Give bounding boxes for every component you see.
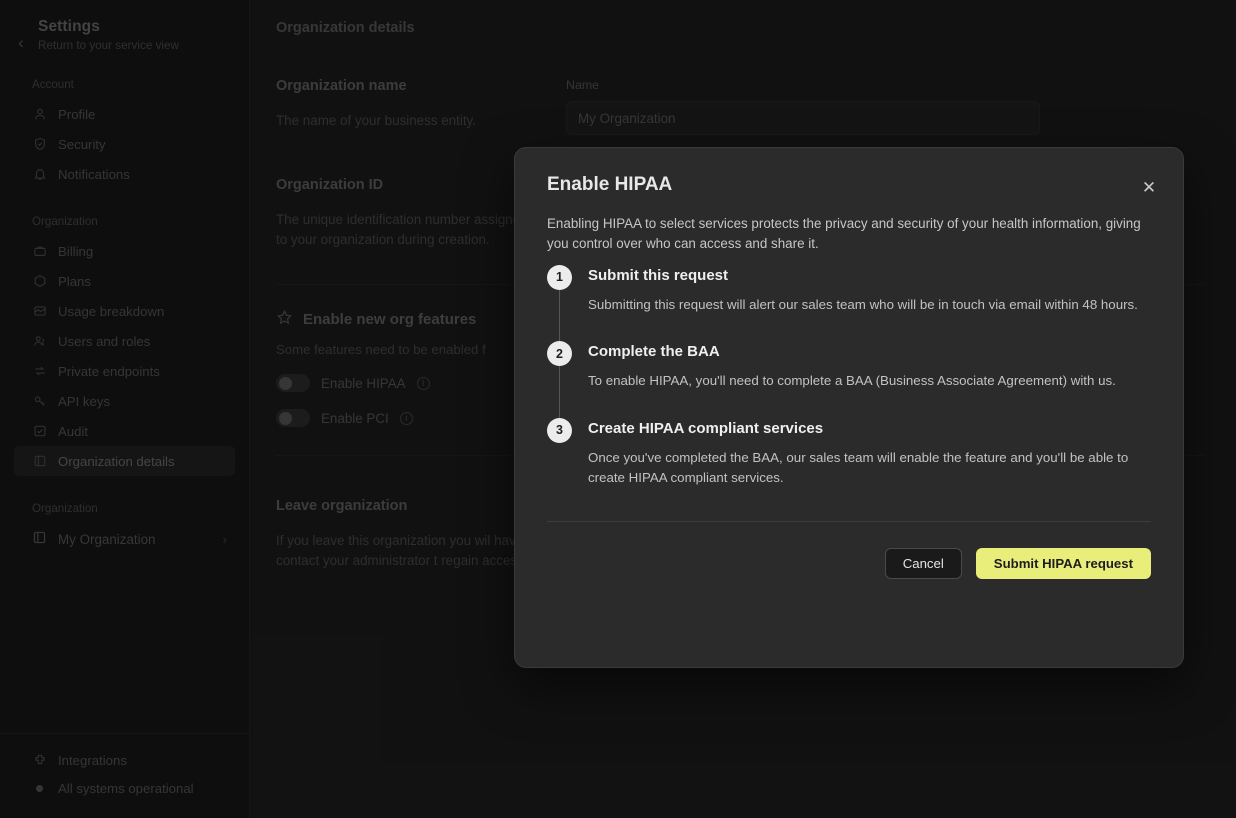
step-text: Submitting this request will alert our sales team who will be in touch via email within 48 hours. [588,296,1138,312]
dialog-title: Enable HIPAA [547,174,673,195]
step-text: Once you've completed the BAA, our sales team will enable the feature and you'll be able to create HIPAA compliant services. [588,449,1129,486]
step-text: To enable HIPAA, you'll need to complete a BAA (Business Associate Agreement) with us. [588,373,1116,389]
dialog-actions [547,548,1151,579]
step-item [547,341,1151,417]
cancel-button[interactable]: Cancel [885,548,962,579]
step-title: Complete the BAA [588,343,720,361]
steps-list [547,265,1151,515]
step-item [547,265,1151,341]
enable-hipaa-dialog [514,147,1184,668]
submit-hipaa-request-button[interactable]: Submit HIPAA request [976,548,1151,579]
dialog-divider [547,521,1151,522]
close-icon[interactable]: ✕ [1139,178,1159,198]
dialog-intro-text: Enabling HIPAA to select services protects the privacy and security of your health information, giving you control over who can access and share it. [547,216,1141,252]
step-item [547,418,1151,515]
step-number: 1 [547,265,572,290]
step-title: Create HIPAA compliant services [588,419,824,437]
step-title: Submit this request [588,266,729,284]
step-number: 2 [547,341,572,366]
step-number: 3 [547,418,572,443]
